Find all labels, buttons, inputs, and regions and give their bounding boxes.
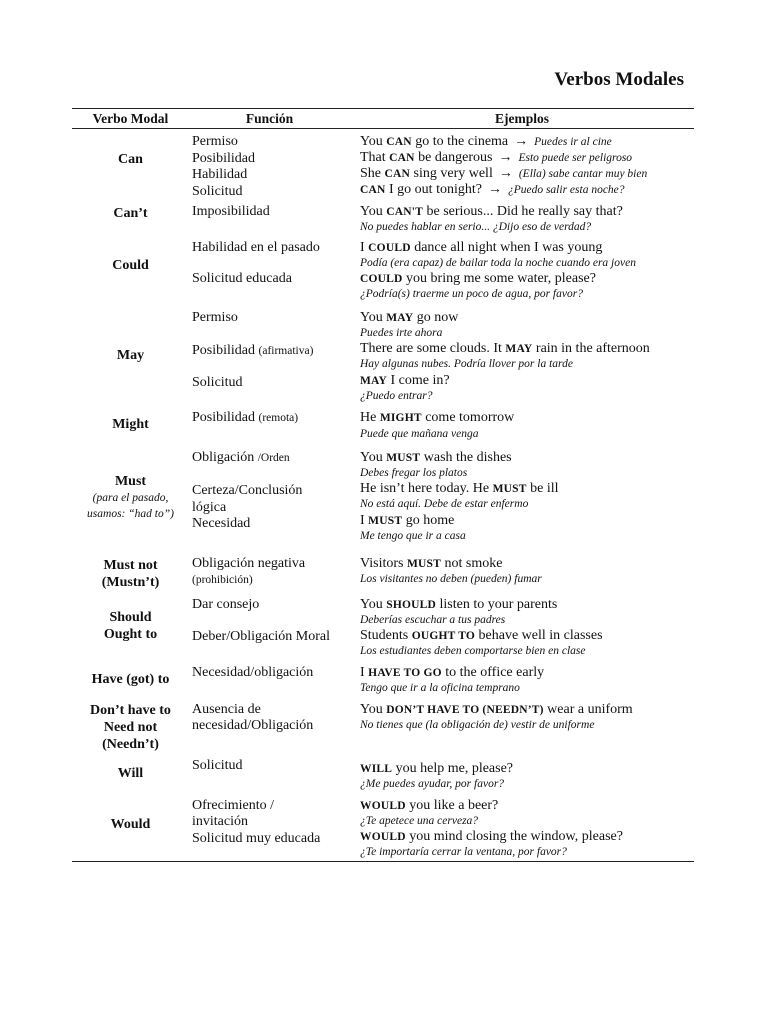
example-line: Students OUGHT TO behave well in classes: [360, 628, 603, 643]
translation: Puedes ir al cine: [534, 136, 612, 148]
row-must: [72, 449, 694, 553]
example-line: He isn’t here today. He MUST be ill: [360, 481, 559, 496]
examples-haveto: [350, 663, 694, 699]
header-row: [72, 109, 694, 129]
example-line: You CAN go to the cinema → Puedes ir al cine: [360, 134, 612, 149]
verb-cant: Can’t: [113, 205, 148, 221]
example-line: You MUST wash the dishes: [360, 449, 512, 465]
verb-mustnot: Must not (Mustn’t): [101, 557, 160, 590]
functions-must: [189, 449, 350, 553]
arrow-icon: →: [498, 150, 513, 165]
document-title: Verbos Modales: [554, 69, 684, 90]
translation: Los estudiantes deben comportarse bien en clase: [360, 645, 586, 657]
function-item: Necesidad: [192, 516, 251, 531]
translation: Podía (era capaz) de bailar toda la noche cuando era joven: [360, 256, 636, 269]
translation: ¿Te apetece una cerveza?: [360, 814, 479, 827]
verb-would: Would: [72, 796, 189, 862]
verb-may: May: [116, 347, 145, 363]
example-line: He MIGHT come tomorrow: [360, 409, 515, 425]
row-cant: [72, 201, 694, 237]
translation: Me tengo que ir a casa: [360, 529, 466, 542]
function-item: Posibilidad (afirmativa): [192, 343, 314, 358]
functions-should: [189, 595, 350, 663]
example-line: WOULD you mind closing the window, please?: [360, 829, 623, 844]
function-item: Solicitud: [192, 757, 243, 773]
verb-should: Should Ought to: [103, 609, 158, 642]
translation: Puede que mañana venga: [360, 427, 479, 440]
arrow-icon: →: [487, 182, 502, 197]
row-might: [72, 408, 694, 449]
functions-haveto: [189, 663, 350, 699]
function-item: Solicitud: [192, 183, 243, 199]
examples-donthave: [350, 699, 694, 758]
function-item: Posibilidad (remota): [192, 409, 299, 425]
function-item: lógica: [192, 499, 227, 515]
function-item: Ausencia de: [192, 701, 261, 717]
modal-verbs-table: [72, 108, 694, 862]
functions-can: [189, 129, 350, 201]
examples-must: [350, 449, 694, 553]
translation: No está aquí. Debe de estar enfermo: [360, 498, 529, 510]
row-can: [72, 129, 694, 201]
functions-would: [189, 796, 350, 862]
function-item: (prohibición): [192, 574, 253, 586]
row-could: [72, 237, 694, 308]
example-line: I COULD dance all night when I was young: [360, 239, 603, 255]
function-item: Ofrecimiento /: [192, 797, 275, 813]
translation: Esto puede ser peligroso: [518, 152, 633, 164]
example-line: WOULD you like a beer?: [360, 797, 499, 813]
translation: (Ella) sabe cantar muy bien: [518, 168, 648, 180]
translation: Debes fregar los platos: [360, 466, 468, 479]
translation: Puedes irte ahora: [360, 326, 443, 339]
example-line: You CAN'T be serious... Did he really say that?: [360, 203, 623, 219]
verb-can: Can: [118, 152, 143, 167]
row-should: [72, 595, 694, 663]
row-mustnot: [72, 553, 694, 595]
example-line: You DON’T HAVE TO (NEEDN’T) wear a uniform: [360, 701, 633, 717]
translation: No puedes hablar en serio... ¿Dijo eso de verdad?: [360, 220, 592, 233]
examples-mustnot: [350, 553, 694, 595]
verb-donthave: Don’t have to Need not (Needn’t): [90, 702, 171, 752]
translation: Los visitantes no deben (pueden) fumar: [360, 572, 542, 585]
example-line: There are some clouds. It MAY rain in the afternoon: [360, 341, 650, 356]
functions-will: [189, 758, 350, 796]
row-donthave: [72, 699, 694, 758]
functions-could: [189, 237, 350, 308]
row-may: [72, 308, 694, 408]
header-function: Función: [189, 109, 350, 129]
function-item: Habilidad: [192, 167, 248, 182]
translation: Hay algunas nubes. Podría llover por la tarde: [360, 358, 573, 370]
example-line: COULD you bring me some water, please?: [360, 271, 596, 286]
functions-might: [189, 408, 350, 449]
row-will: [72, 758, 694, 796]
function-item: Imposibilidad: [192, 203, 270, 219]
modal-verbs-table-container: [72, 108, 694, 862]
verb-haveto: Have (got) to: [91, 671, 170, 687]
examples-may: [350, 308, 694, 408]
arrow-icon: →: [514, 134, 529, 149]
verb-note: usamos: “had to”): [87, 507, 174, 520]
functions-mustnot: [189, 553, 350, 595]
translation: ¿Puedo entrar?: [360, 389, 433, 402]
function-item: Certeza/Conclusión: [192, 483, 303, 498]
verb-note: (para el pasado,: [92, 491, 169, 504]
translation: Deberías escuchar a tus padres: [360, 613, 506, 626]
functions-may: [189, 308, 350, 408]
header-verb: Verbo Modal: [72, 109, 189, 129]
verb-will: Will: [117, 765, 144, 781]
translation: ¿Podría(s) traerme un poco de agua, por favor?: [360, 288, 583, 300]
verb-must: Must (para el pasado, usamos: “had to”): [72, 449, 189, 553]
example-line: She CAN sing very well → (Ella) sabe cantar muy bien: [360, 166, 648, 181]
example-line: MAY I come in?: [360, 372, 450, 388]
header-examples: Ejemplos: [350, 109, 694, 129]
function-item: Solicitud: [192, 374, 243, 390]
translation: ¿Te importaría cerrar la ventana, por favor?: [360, 846, 567, 858]
function-item: Obligación negativa: [192, 555, 306, 571]
examples-would: [350, 796, 694, 862]
examples-will: [350, 758, 694, 796]
function-item: invitación: [192, 814, 248, 829]
translation: ¿Me puedes ayudar, por favor?: [360, 777, 505, 790]
function-item: Permiso: [192, 309, 238, 325]
function-item: Solicitud muy educada: [192, 830, 321, 846]
function-item: Obligación /Orden: [192, 449, 290, 465]
functions-donthave: [189, 699, 350, 758]
example-line: You MAY go now: [360, 309, 459, 325]
examples-cant: [350, 201, 694, 237]
examples-might: [350, 408, 694, 449]
functions-cant: [189, 201, 350, 237]
examples-should: [350, 595, 694, 663]
translation: No tienes que (la obligación de) vestir de uniforme: [360, 718, 595, 731]
row-haveto: [72, 663, 694, 699]
example-line: I HAVE TO GO to the office early: [360, 664, 545, 680]
verb-could: Could: [112, 257, 149, 273]
function-item: Posibilidad: [192, 150, 256, 166]
example-line: That CAN be dangerous → Esto puede ser peligroso: [360, 150, 633, 165]
example-line: Visitors MUST not smoke: [360, 555, 503, 571]
function-item: Permiso: [192, 134, 238, 149]
arrow-icon: →: [498, 166, 513, 181]
example-line: You SHOULD listen to your parents: [360, 596, 558, 612]
example-line: WILL you help me, please?: [360, 760, 514, 776]
function-item: Solicitud educada: [192, 271, 292, 286]
translation: ¿Puedo salir esta noche?: [507, 184, 625, 196]
example-line: CAN I go out tonight? → ¿Puedo salir esta noche?: [360, 182, 625, 197]
function-item: Deber/Obligación Moral: [192, 629, 331, 644]
translation: Tengo que ir a la oficina temprano: [360, 681, 520, 694]
function-item: Dar consejo: [192, 596, 260, 612]
examples-can: [350, 129, 694, 201]
verb-might: Might: [112, 416, 149, 432]
examples-could: [350, 237, 694, 308]
function-item: necesidad/Obligación: [192, 718, 314, 733]
row-would: [72, 796, 694, 862]
function-item: Necesidad/obligación: [192, 664, 314, 680]
function-item: Habilidad en el pasado: [192, 239, 320, 255]
example-line: I MUST go home: [360, 512, 455, 528]
